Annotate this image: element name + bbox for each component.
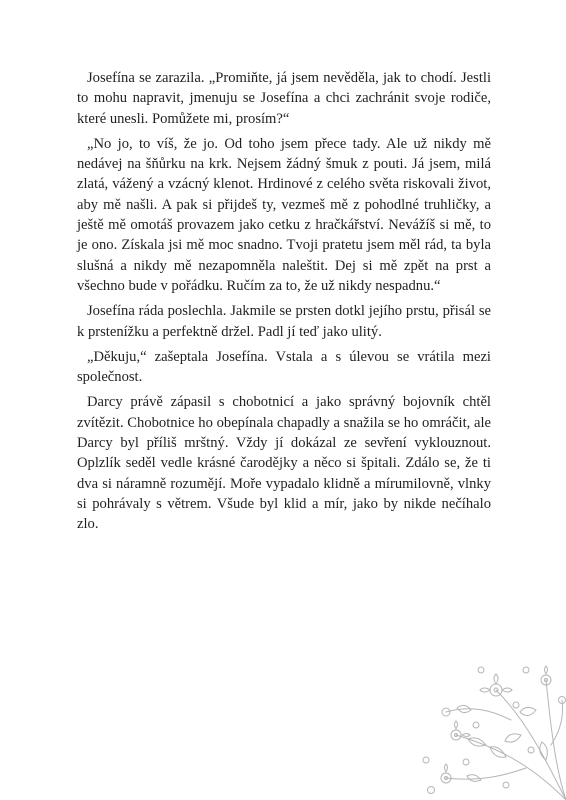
paragraph-2: „No jo, to víš, že jo. Od toho jsem přece tady. Ale už nikdy mě nedávej na šňůrku na krk. Nejsem žádný šmuk z pouti. Já jsem, milá zlatá, vážený a vzácný klenot. Hrdinové z celého světa riskovali život, aby mě našli. A pak si přijdeš ty, vezmeš mě z pohodlné truhličky, a ještě mě omotáš provazem jako cetku z hračkářství. Nevážíš si mě, to je ono. Získala jsi mě moc snadno. Tvoji pratetu jsem měl rád, ta byla slušná a nikdy mě nezapomněla naleštit. Dej si mě zpět na prst a všechno bude v pořádku. Ručím za to, že už nikdy nespadnu.“ (77, 135, 491, 294)
paragraph-1: Josefína se zarazila. „Promiňte, já jsem nevěděla, jak to chodí. Jestli to mohu napravit, jmenuju se Josefína a chci zachránit svoje rodiče, které unesli. Pomůžete mi, prosím?“ (77, 70, 491, 127)
paragraph-4: „Děkuju,“ zašeptala Josefína. Vstala a s úlevou se vrátila mezi společnost. (77, 348, 491, 386)
paragraph-3: Josefína ráda poslechla. Jakmile se prsten dotkl jejího prstu, přisál se k prstenížku a perfektně držel. Padl jí teď jako ulitý. (77, 303, 491, 340)
paragraph-5: Darcy právě zápasil s chobotnicí a jako správný bojovník chtěl zvítězit. Chobotnice ho obepínala chapadly a snažila se ho omráčit, ale Darcy byl příliš mrštný. Vždy jí dokázal ze sevření vyklouznout. Oplzlík seděl vedle krásné čarodějky a něco si špitali. Zdálo se, že ti dva si náramně rozumějí. Moře vypadalo klidně a mírumilovně, vlnky si pohrávaly s větrem. Všude byl klid a mír, jako by nikde nečíhalo zlo. (77, 394, 491, 533)
floral-branch-icon (386, 650, 566, 800)
story-text (77, 68, 491, 540)
